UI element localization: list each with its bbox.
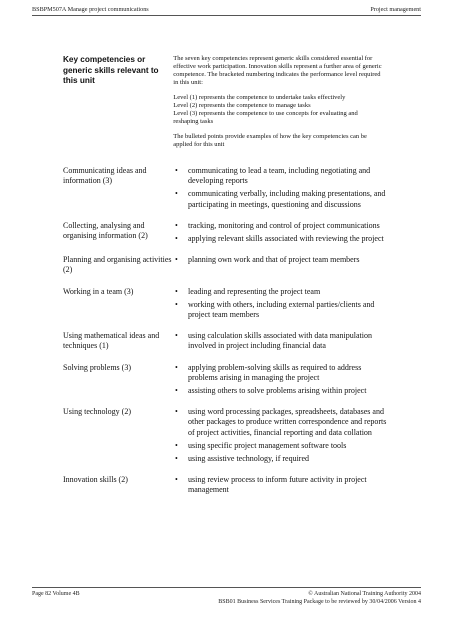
competency-name: Using technology (2) bbox=[63, 407, 131, 417]
bullet-icon: • bbox=[175, 386, 178, 396]
competency-row bbox=[63, 407, 393, 464]
competency-name: Communicating ideas and information (3) bbox=[63, 166, 147, 186]
example-item bbox=[175, 166, 393, 186]
intro-paragraph: The seven key competencies represent generic skills considered essential for effective work participation. Innovation skills represent a further area of generic competence. The bracketed numbering indicates the performance level required in this unit: bbox=[173, 55, 382, 86]
example-item bbox=[175, 331, 393, 351]
intro-text bbox=[173, 55, 383, 156]
example-item bbox=[175, 287, 393, 297]
competency-examples bbox=[175, 255, 393, 275]
example-text: working with others, including external parties/clients and project team members bbox=[188, 299, 375, 320]
competency-row bbox=[63, 255, 393, 275]
bullet-icon: • bbox=[175, 220, 178, 230]
competency-name: Collecting, analysing and organising information (2) bbox=[63, 220, 148, 241]
example-text: using assistive technology, if required bbox=[188, 454, 310, 464]
footer-rule bbox=[32, 587, 421, 588]
bullet-icon: • bbox=[175, 407, 178, 417]
bullets-note: The bulleted points provide examples of how the key competencies can be applied for this unit bbox=[173, 133, 367, 148]
competency-examples bbox=[175, 475, 393, 495]
bullet-icon: • bbox=[175, 234, 178, 244]
example-item bbox=[175, 441, 393, 451]
header-section-title: Project management bbox=[370, 6, 421, 13]
example-text: planning own work and that of project team members bbox=[188, 255, 360, 265]
level-definition: Level (3) represents the competence to use concepts for evaluating and reshaping tasks bbox=[173, 110, 358, 125]
page-footer bbox=[32, 590, 421, 606]
competency-name: Working in a team (3) bbox=[63, 286, 134, 296]
competency-examples bbox=[175, 166, 393, 210]
competency-name: Planning and organising activities (2) bbox=[63, 255, 172, 275]
example-text: communicating to lead a team, including negotiating and developing reports bbox=[188, 166, 371, 186]
bullet-icon: • bbox=[175, 189, 178, 199]
example-item bbox=[175, 407, 393, 438]
competency-table bbox=[63, 166, 393, 507]
page-header bbox=[32, 6, 421, 13]
bullet-icon: • bbox=[175, 299, 178, 309]
example-text: using word processing packages, spreadsheets, databases and other packages to produce written correspondence and reports of project activities, financial reporting and data collation bbox=[188, 407, 387, 437]
example-item bbox=[175, 386, 393, 396]
example-item bbox=[175, 454, 393, 464]
competency-row bbox=[63, 287, 393, 321]
competency-row bbox=[63, 363, 393, 397]
bullet-icon: • bbox=[175, 331, 178, 341]
example-text: tracking, monitoring and control of project communications bbox=[188, 220, 380, 230]
footer-copyright: © Australian National Training Authority 2004 bbox=[308, 591, 421, 597]
competency-examples bbox=[175, 407, 393, 464]
level-definition: Level (1) represents the competence to undertake tasks effectively bbox=[173, 94, 346, 101]
competency-row bbox=[63, 221, 393, 244]
competency-row bbox=[63, 331, 393, 351]
footer-page-number: Page 82 Volume 4B bbox=[32, 591, 80, 597]
bullet-icon: • bbox=[175, 440, 178, 450]
example-item bbox=[175, 255, 393, 265]
competency-examples bbox=[175, 363, 393, 397]
example-item bbox=[175, 189, 393, 209]
bullet-icon: • bbox=[175, 362, 178, 372]
key-competencies-intro bbox=[63, 55, 383, 156]
bullet-icon: • bbox=[175, 475, 178, 485]
competency-name: Innovation skills (2) bbox=[63, 475, 128, 485]
example-text: applying problem-solving skills as required to address problems arising in managing the project bbox=[188, 362, 362, 382]
competency-examples bbox=[175, 287, 393, 321]
example-text: using calculation skills associated with data manipulation involved in project including financial data bbox=[188, 331, 372, 351]
example-text: communicating verbally, including making presentations, and participating in meetings, questioning and discussions bbox=[188, 189, 386, 209]
example-item bbox=[175, 221, 393, 231]
example-text: applying relevant skills associated with reviewing the project bbox=[188, 234, 384, 244]
key-competencies-heading: Key competencies or generic skills relevant to this unit bbox=[63, 55, 159, 85]
example-item bbox=[175, 475, 393, 495]
competency-examples bbox=[175, 331, 393, 351]
level-definition: Level (2) represents the competence to manage tasks bbox=[173, 102, 311, 109]
bullet-icon: • bbox=[175, 286, 178, 296]
header-rule bbox=[32, 15, 421, 16]
competency-row bbox=[63, 166, 393, 210]
competency-examples bbox=[175, 221, 393, 244]
competency-name: Using mathematical ideas and techniques (1) bbox=[63, 331, 160, 351]
example-item bbox=[175, 300, 393, 320]
level-definitions bbox=[173, 94, 383, 126]
footer-package-info: BSB01 Business Services Training Package to be reviewed by 30/04/2006 Version 4 bbox=[218, 599, 421, 605]
example-item bbox=[175, 234, 393, 244]
bullet-icon: • bbox=[175, 454, 178, 464]
competency-name: Solving problems (3) bbox=[63, 362, 131, 372]
bullet-icon: • bbox=[175, 255, 178, 265]
example-text: using review process to inform future activity in project management bbox=[188, 475, 367, 495]
competency-row bbox=[63, 475, 393, 495]
header-unit-title: BSBPM507A Manage project communications bbox=[32, 6, 149, 13]
example-text: assisting others to solve problems arising within project bbox=[188, 386, 367, 396]
example-text: using specific project management software tools bbox=[188, 440, 347, 450]
example-item bbox=[175, 363, 393, 383]
example-text: leading and representing the project team bbox=[188, 286, 321, 296]
bullet-icon: • bbox=[175, 166, 178, 175]
